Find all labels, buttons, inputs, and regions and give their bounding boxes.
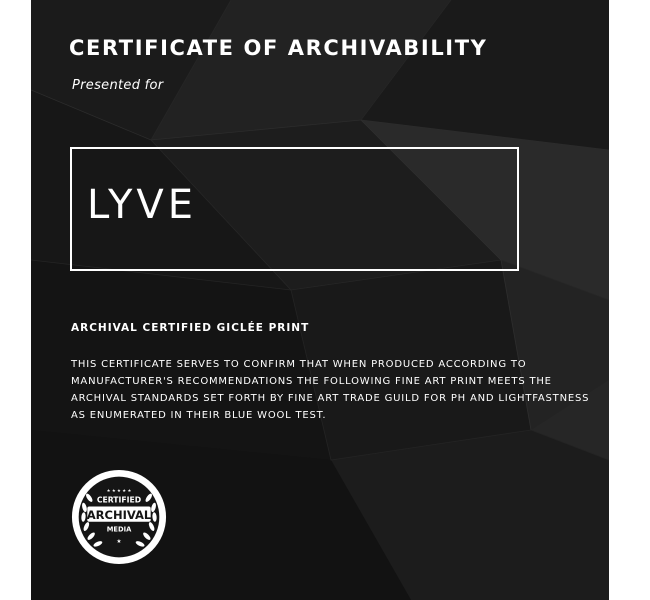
seal-bottom-text: MEDIA xyxy=(106,525,132,534)
statement-line: AS ENUMERATED IN THEIR BLUE WOOL TEST. xyxy=(71,410,327,421)
certificate-title: CERTIFICATE OF ARCHIVABILITY xyxy=(69,36,488,60)
print-type-heading: ARCHIVAL CERTIFIED GICLÉE PRINT xyxy=(71,322,310,334)
page-margin-left xyxy=(0,0,31,600)
seal-star-bottom: ★ xyxy=(116,538,122,545)
seal-main-text: ARCHIVAL xyxy=(86,507,152,522)
page-margin-right xyxy=(609,0,650,600)
certificate-card xyxy=(31,0,609,600)
recipient-name-box xyxy=(70,147,519,271)
statement-line: ARCHIVAL STANDARDS SET FORTH BY FINE ART TRADE GUILD FOR PH AND LIGHTFASTNESS xyxy=(71,393,590,404)
seal-top-text: CERTIFIED xyxy=(96,495,142,505)
presented-for-label: Presented for xyxy=(72,78,164,93)
certified-archival-media-seal-icon xyxy=(71,469,167,565)
statement-line: THIS CERTIFICATE SERVES TO CONFIRM THAT WHEN PRODUCED ACCORDING TO xyxy=(71,359,527,370)
statement-line: MANUFACTURER'S RECOMMENDATIONS THE FOLLOWING FINE ART PRINT MEETS THE xyxy=(71,376,552,387)
recipient-name: LYVE xyxy=(87,182,198,228)
seal-stars-top: ★ ★ ★ ★ ★ xyxy=(106,489,132,495)
certificate-statement xyxy=(71,356,601,424)
